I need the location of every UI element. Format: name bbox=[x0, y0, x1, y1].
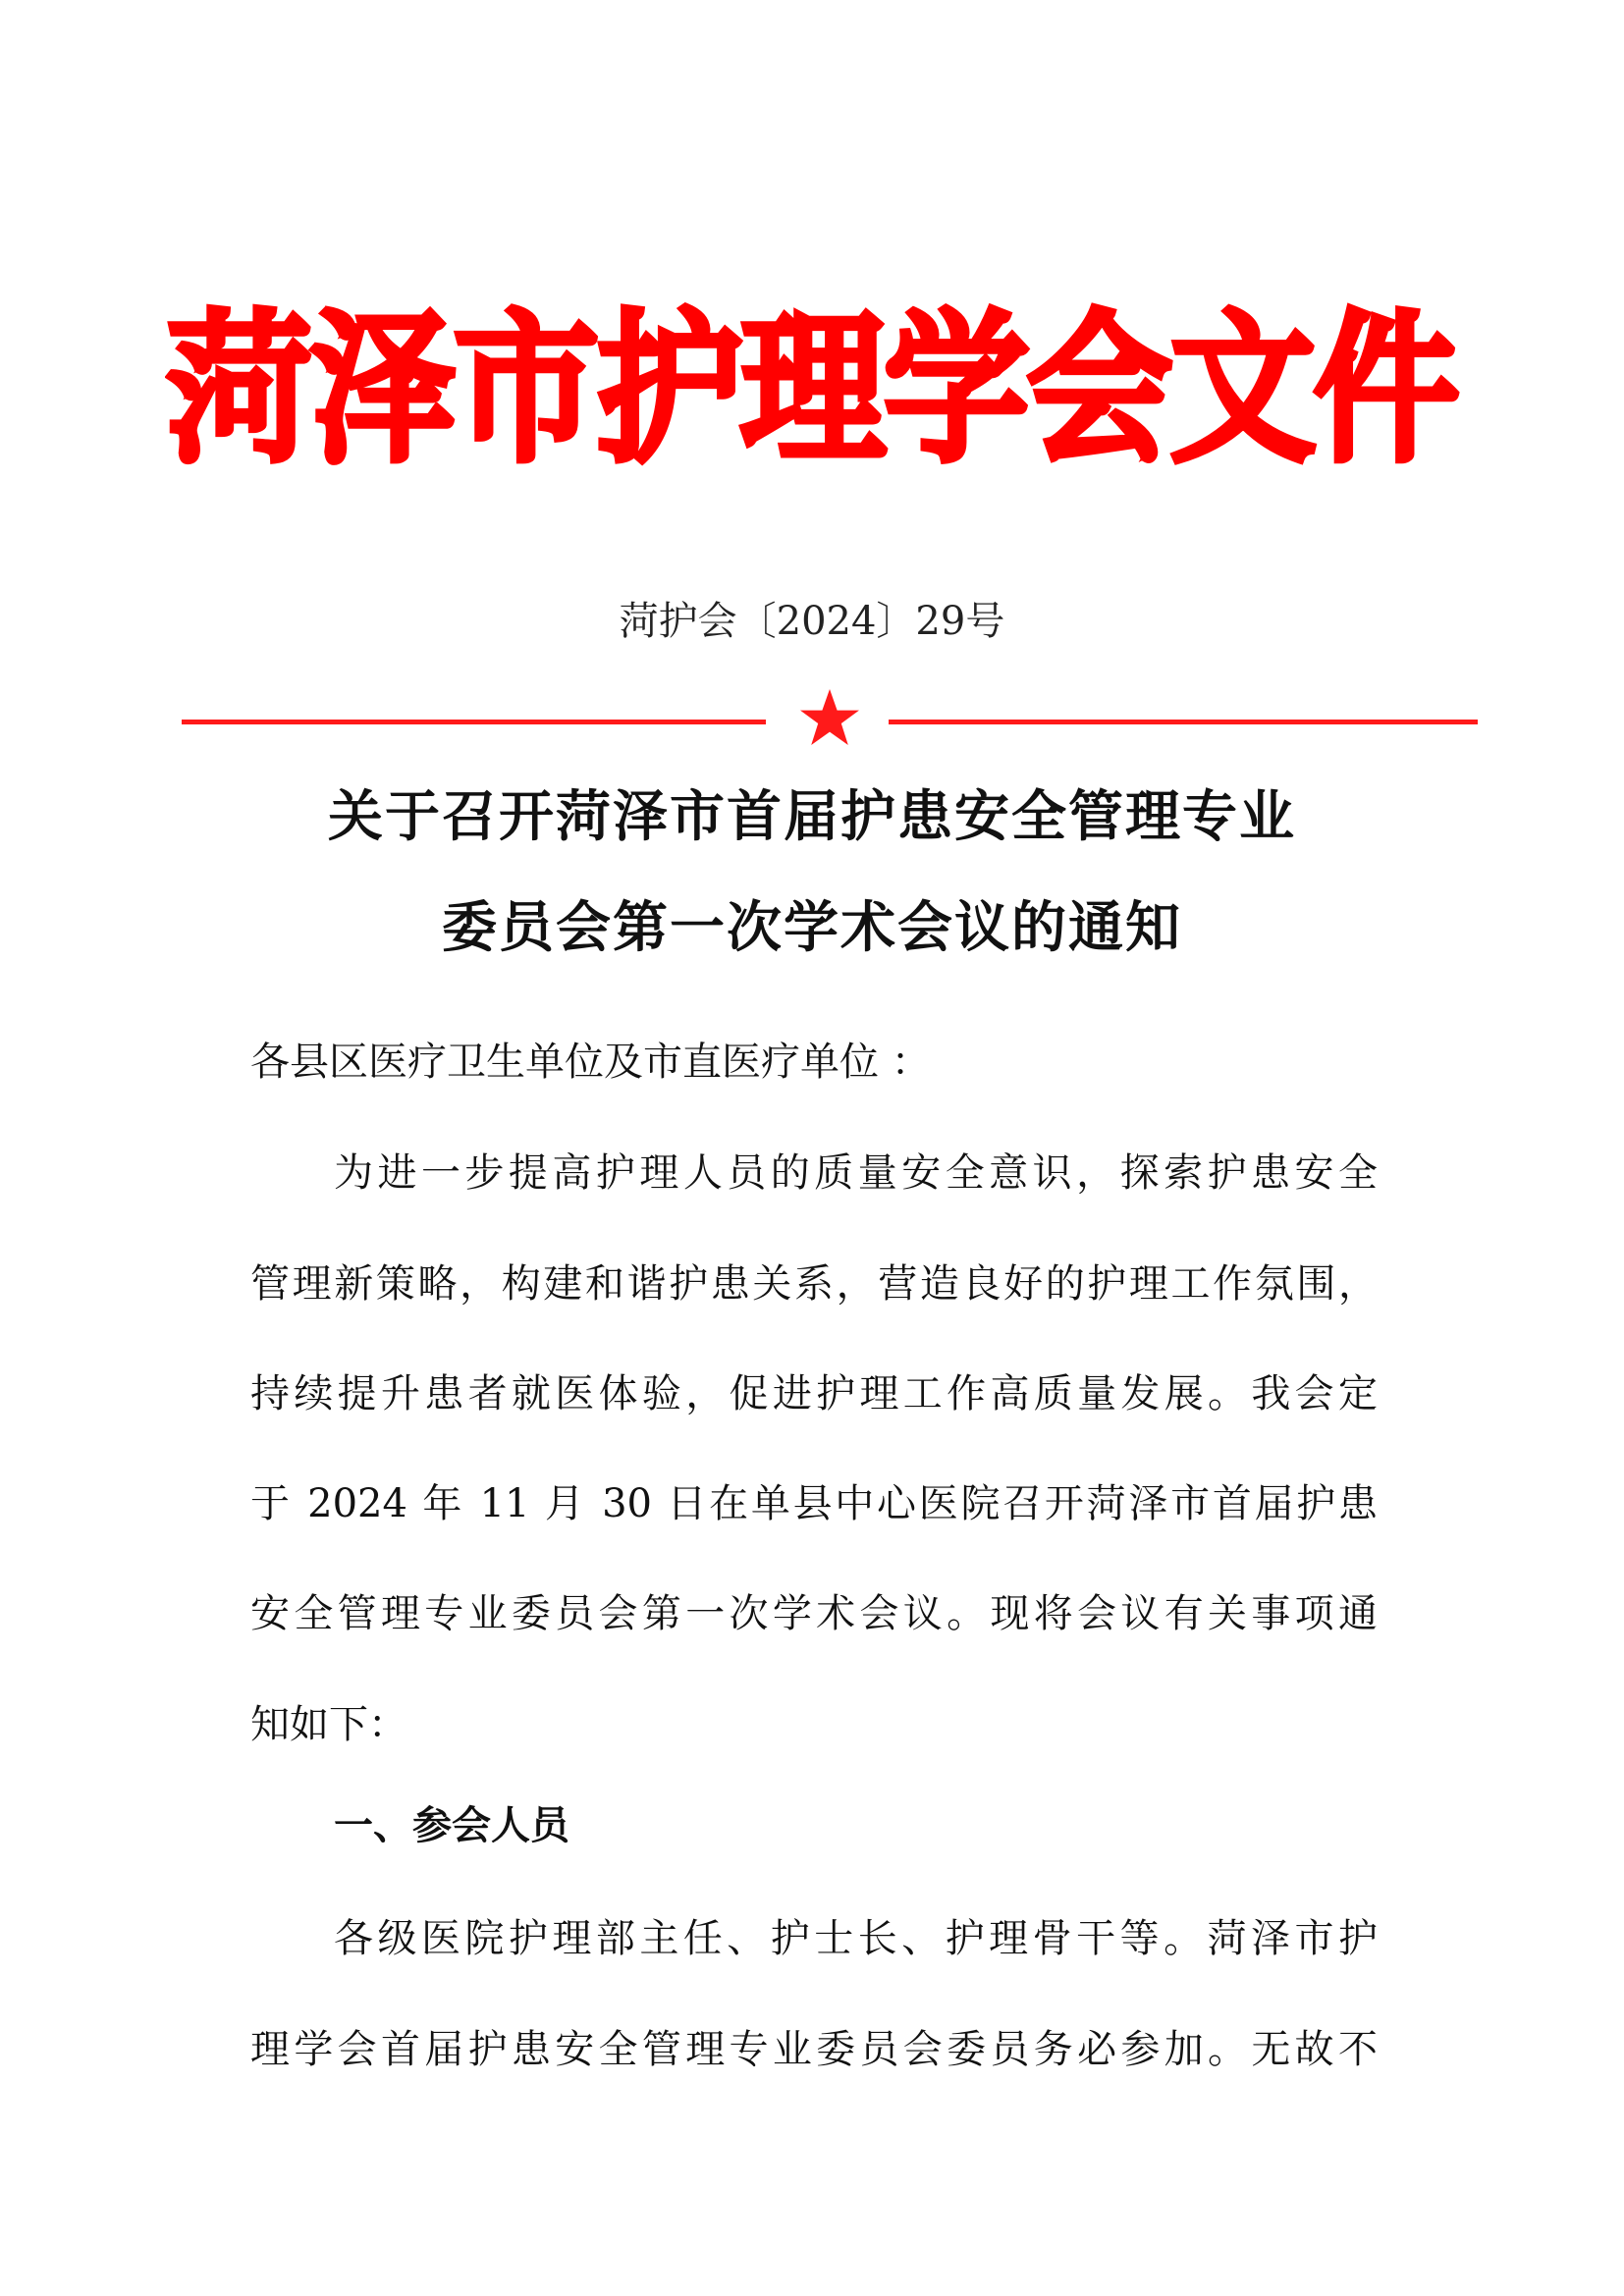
paragraph-line: 管理新策略，构建和谐护患关系，营造良好的护理工作氛围， bbox=[250, 1261, 1378, 1307]
paragraph-line: 持续提升患者就医体验，促进护理工作高质量发展。我会定 bbox=[250, 1371, 1378, 1416]
paragraph-line: 安全管理专业委员会第一次学术会议。现将会议有关事项通 bbox=[250, 1591, 1378, 1636]
document-number: 菏护会〔2024〕29号 bbox=[619, 599, 1005, 644]
paragraph-line: 于 2024 年 11 月 30 日在单县中心医院召开菏泽市首届护患 bbox=[250, 1481, 1378, 1526]
paragraph-line: 理学会首届护患安全管理专业委员会委员务必参加。无故不 bbox=[250, 2027, 1378, 2072]
red-separator bbox=[182, 687, 1478, 756]
section-heading: 一、参会人员 bbox=[334, 1803, 569, 1848]
paragraph-line: 各级医院护理部主任、护士长、护理骨干等。菏泽市护 bbox=[334, 1916, 1378, 1961]
notice-title-line-2: 委员会第一次学术会议的通知 bbox=[442, 895, 1182, 960]
paragraph-line: 为进一步提高护理人员的质量安全意识，探索护患安全 bbox=[334, 1150, 1378, 1196]
star-icon bbox=[798, 687, 861, 750]
notice-title-line-1: 关于召开菏泽市首届护患安全管理专业 bbox=[328, 784, 1296, 849]
paragraph-line: 知如下： bbox=[250, 1702, 407, 1747]
salutation: 各县区医疗卫生单位及市直医疗单位 ： bbox=[250, 1040, 931, 1085]
separator-line-left bbox=[182, 720, 766, 724]
separator-line-right bbox=[889, 720, 1478, 724]
masthead-title: 菏泽市护理学会文件 bbox=[167, 294, 1457, 485]
